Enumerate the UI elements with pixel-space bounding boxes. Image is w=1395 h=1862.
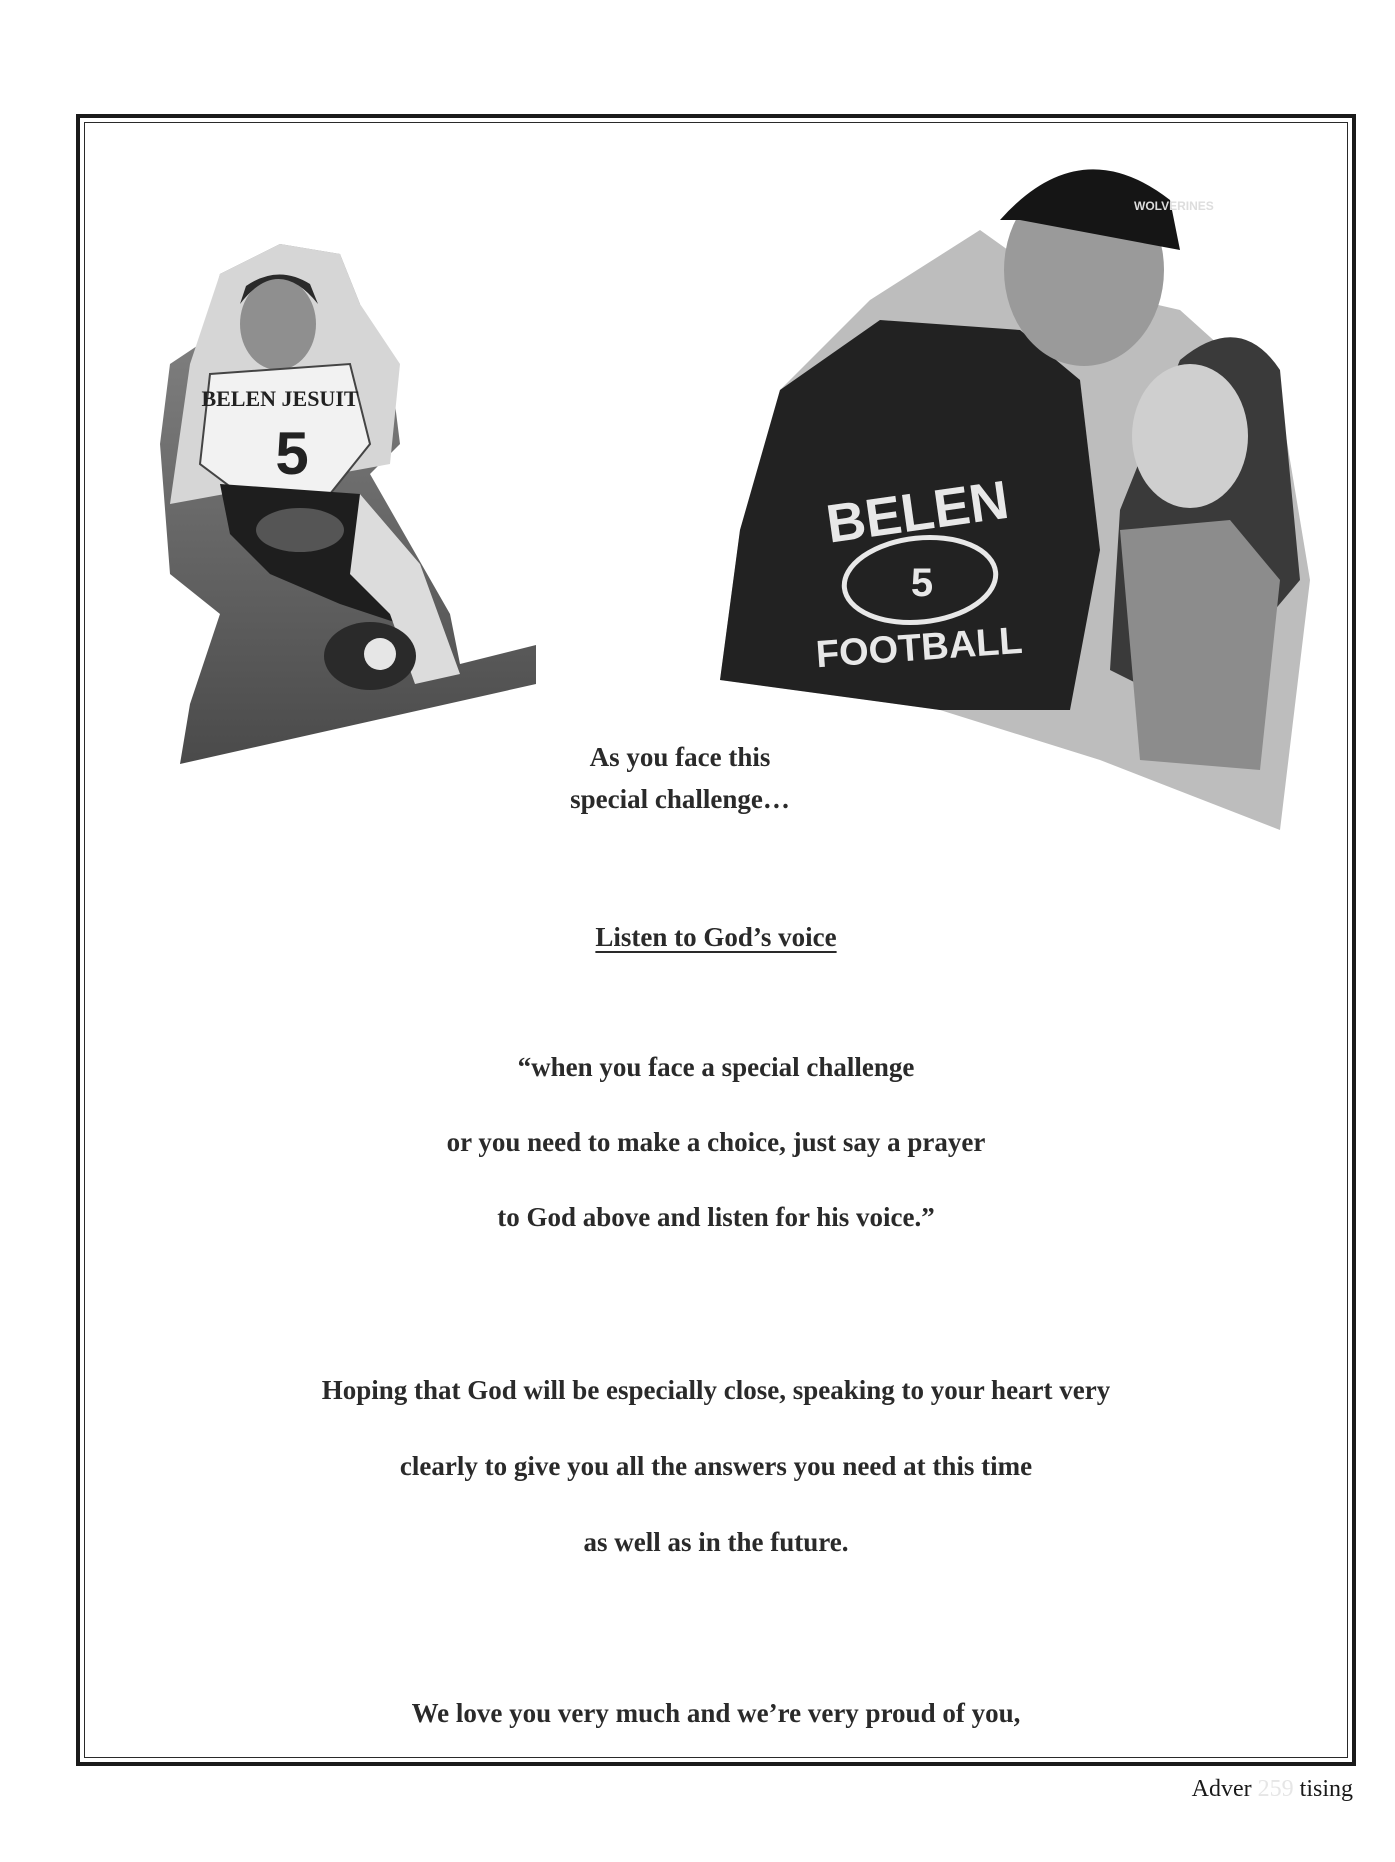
wish-line-1: Hoping that God will be especially close, speaking to your heart very <box>321 1375 1111 1405</box>
shirt-top-text: BELEN <box>822 469 1013 555</box>
wish-line-2: clearly to give you all the answers you need at this time <box>399 1451 1033 1481</box>
intro-text <box>480 736 880 820</box>
folio-prefix: Adver <box>1191 1776 1252 1802</box>
intro-line-2: special challenge… <box>570 784 790 814</box>
poem-line-1: “when you face a special challenge <box>517 1052 915 1082</box>
couple-photo <box>720 150 1320 838</box>
closing-line: We love you very much and we’re very proud of you, <box>411 1698 1021 1728</box>
page-number: 259 <box>1257 1776 1294 1802</box>
section-heading <box>84 922 1348 953</box>
jersey-text: BELEN JESUIT <box>201 386 359 411</box>
poem-line-2: or you need to make a choice, just say a prayer <box>446 1127 986 1157</box>
cap-text: WOLVERINES <box>1134 199 1214 213</box>
shirt-bottom-text: FOOTBALL <box>814 619 1024 677</box>
shirt-number: 5 <box>910 561 934 605</box>
intro-line-1: As you face this <box>589 742 771 772</box>
poem-quote <box>84 1030 1348 1255</box>
football-player-photo <box>160 244 536 764</box>
wish-line-3: as well as in the future. <box>583 1527 849 1557</box>
jersey-number: 5 <box>275 420 309 487</box>
poem-line-3: to God above and listen for his voice.” <box>497 1202 935 1232</box>
heading-text: Listen to God’s voice <box>595 922 837 952</box>
page-folio <box>1192 1776 1353 1803</box>
folio-suffix: tising <box>1299 1776 1353 1802</box>
wish-paragraph <box>84 1352 1348 1580</box>
